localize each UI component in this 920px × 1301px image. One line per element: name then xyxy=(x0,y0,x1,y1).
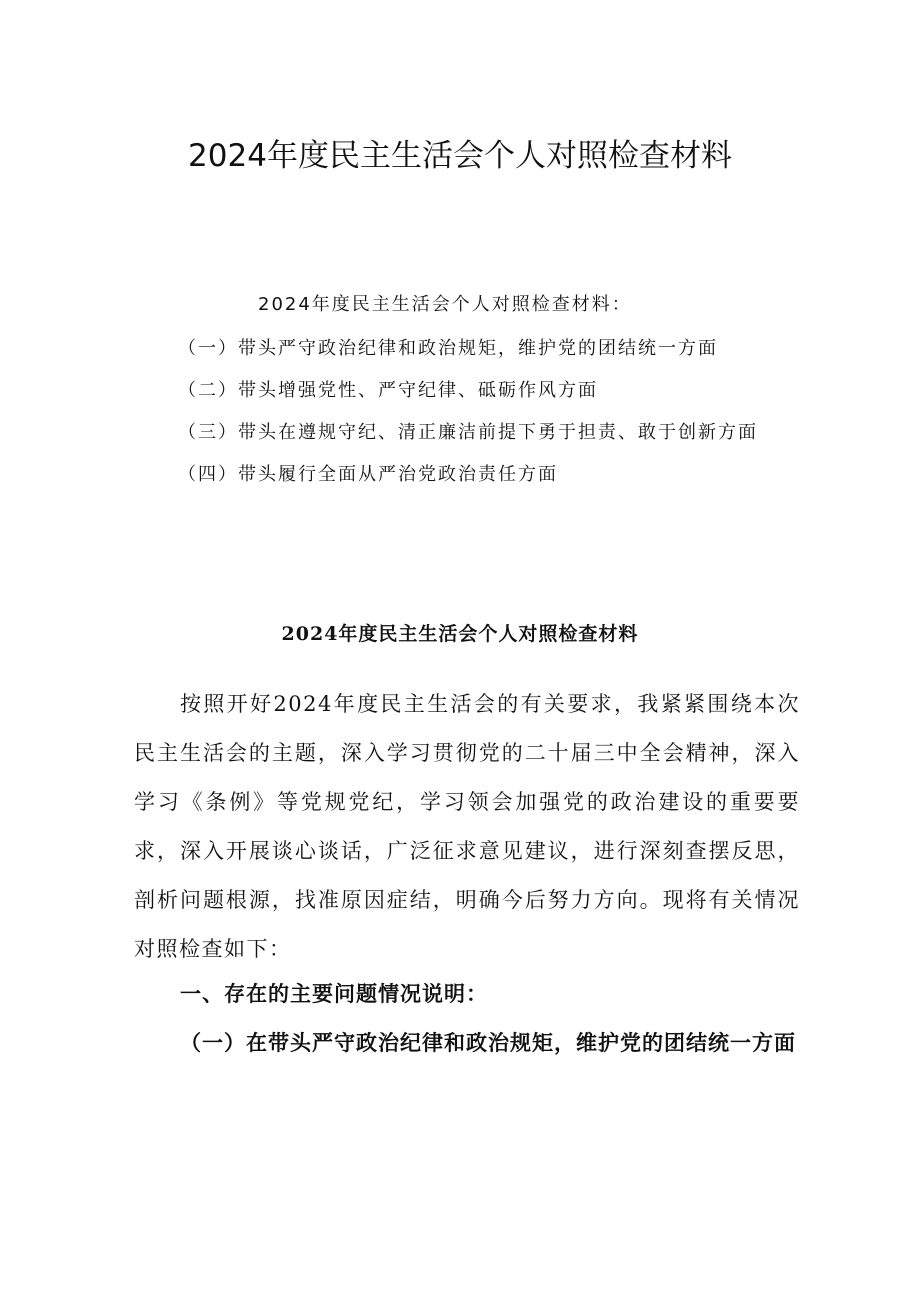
section-title: 2024年度民主生活会个人对照检查材料 xyxy=(281,623,639,645)
intro-paragraph: 按照开好2024年度民主生活会的有关要求，我紧紧围绕本次民主生活会的主题，深入学习贯彻党的二十届三中全会精神，深入学习《条例》等党规党纪，学习领会加强党的政治建设的重要要求，深入开展谈心谈话，广泛征求意见建议，进行深刻查摆反思，剖析问题根源，找准原因症结，明确今后努力方向。现将有关情况对照检查如下： xyxy=(134,692,800,961)
table-of-contents xyxy=(178,290,818,496)
page-title: 2024年度民主生活会个人对照检查材料 xyxy=(188,138,732,174)
toc-item: （一）带头严守政治纪律和政治规矩，维护党的团结统一方面 xyxy=(178,338,718,359)
toc-item: （四）带头履行全面从严治党政治责任方面 xyxy=(178,464,558,485)
toc-item: （二）带头增强党性、严守纪律、砥砺作风方面 xyxy=(178,380,598,401)
heading-level-1: 一、存在的主要问题情况说明： xyxy=(180,982,488,1006)
toc-list xyxy=(178,328,818,496)
heading-level-2: （一）在带头严守政治纪律和政治规矩，维护党的团结统一方面 xyxy=(180,1031,796,1055)
toc-item: （三）带头在遵规守纪、清正廉洁前提下勇于担责、敢于创新方面 xyxy=(178,422,758,443)
toc-heading: 2024年度民主生活会个人对照检查材料： xyxy=(258,294,632,315)
